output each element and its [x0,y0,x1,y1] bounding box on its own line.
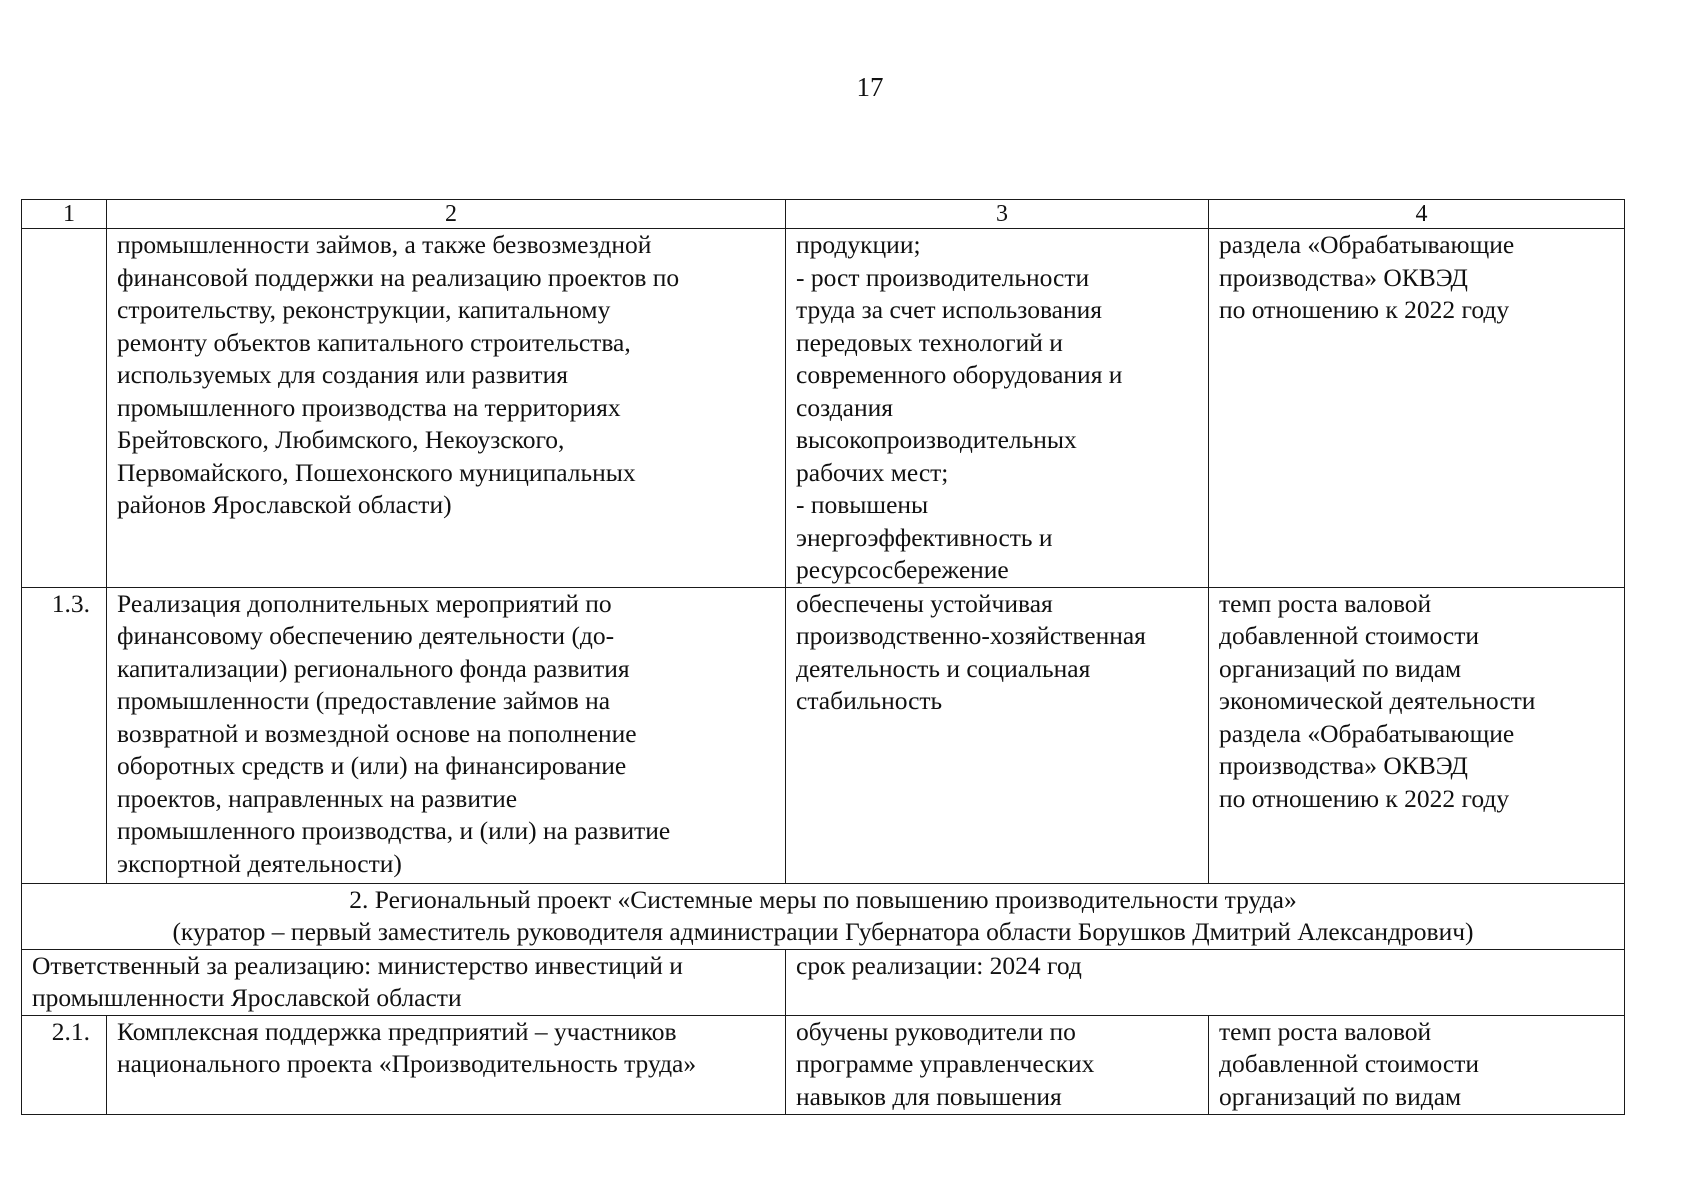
measure-description-cell [107,587,786,883]
expected-result-cell [786,587,1209,883]
text-line: капитализации) регионального фонда развития [117,653,630,683]
text-line: энергоэффективность и [796,522,1053,552]
text-line: финансовой поддержки на реализацию проектов по [117,262,680,292]
indicator-cell [1209,1015,1625,1114]
text-line: промышленного производства на территориях [117,392,621,422]
text-line: национального проекта «Производительность труда» [117,1049,697,1078]
term-text: срок реализации: 2024 год [796,950,1082,980]
text-line: промышленности (предоставление займов на [117,686,611,715]
table-row-2-1 [22,1015,1625,1114]
responsible-cell [22,949,786,1015]
text-line: раздела «Обрабатывающие [1219,718,1515,748]
text-line: стабильность [796,686,943,715]
page-number: 17 [856,72,884,102]
row-number-cell: 1.3. [22,587,107,883]
text-line: районов Ярославской области) [117,490,452,519]
section-title: 2. Региональный проект «Системные меры по повышению производительности труда» [349,884,1297,914]
header-col-3: 3 [786,200,1209,229]
text-line: проектов, направленных на развитие [117,783,518,813]
text-line: Брейтовского, Любимского, Некоузского, [117,425,565,454]
text-line: рабочих мест; [796,457,949,487]
text-line: создания [796,392,893,422]
text-line: ремонту объектов капитального строительства, [117,327,631,357]
text-line: Первомайского, Пошехонского муниципальных [117,457,636,487]
text-line: темп роста валовой [1219,1016,1432,1046]
row-number-cell [22,229,107,588]
text-line: труда за счет использования [796,295,1103,324]
term-cell [786,949,1625,1015]
header-col-1: 1 [22,200,107,229]
table-header-row [22,200,1625,229]
text-line: оборотных средств и (или) на финансирование [117,751,627,780]
text-line: добавленной стоимости [1219,1049,1479,1078]
text-line: - рост производительности [796,262,1090,292]
text-line: продукции; [796,230,921,259]
indicator-cell [1209,587,1625,883]
responsible-line: промышленности Ярославской области [32,983,462,1012]
table-row-1-3 [22,587,1625,883]
text-line: обеспечены устойчивая [796,588,1053,618]
text-line: организаций по видам [1219,653,1462,683]
text-line: по отношению к 2022 году [1219,295,1510,324]
measure-description-cell [107,1015,786,1114]
header-col-2: 2 [107,200,786,229]
text-line: организаций по видам [1219,1081,1462,1111]
section-title-cell [22,883,1625,949]
text-line: ресурсосбережение [796,555,1009,584]
text-line: экспортной деятельности) [117,848,402,878]
measure-description-cell [107,229,786,588]
text-line: экономической деятельности [1219,686,1536,715]
text-line: возвратной и возмездной основе на пополнение [117,718,637,748]
text-line: производства» ОКВЭД [1219,262,1468,292]
responsible-line: Ответственный за реализацию: министерство инвестиций и [32,950,683,980]
text-line: Реализация дополнительных мероприятий по [117,588,612,618]
text-line: - повышены [796,490,929,519]
measures-table [21,199,1625,1115]
text-line: обучены руководители по [796,1016,1076,1046]
row-number-cell: 2.1. [22,1015,107,1114]
section-header-row [22,883,1625,949]
text-line: деятельность и социальная [796,653,1091,683]
text-line: финансовому обеспечению деятельности (до- [117,621,615,650]
table-row-continuation [22,229,1625,588]
text-line: используемых для создания или развития [117,360,568,389]
text-line: промышленности займов, а также безвозмездной [117,230,652,259]
text-line: промышленного производства, и (или) на развитие [117,816,671,845]
text-line: раздела «Обрабатывающие [1219,230,1515,259]
text-line: производственно-хозяйственная [796,621,1146,650]
text-line: производства» ОКВЭД [1219,751,1468,780]
text-line: передовых технологий и [796,327,1063,357]
text-line: Комплексная поддержка предприятий – участников [117,1016,677,1046]
text-line: высокопроизводительных [796,425,1077,454]
responsible-row [22,949,1625,1015]
text-line: современного оборудования и [796,360,1123,389]
header-col-4: 4 [1209,200,1625,229]
text-line: навыков для повышения [796,1081,1062,1111]
expected-result-cell [786,229,1209,588]
indicator-cell [1209,229,1625,588]
text-line: темп роста валовой [1219,588,1432,618]
section-curator: (куратор – первый заместитель руководителя администрации Губернатора области Борушков Дмитрий Александрович) [172,917,1474,946]
text-line: добавленной стоимости [1219,621,1479,650]
expected-result-cell [786,1015,1209,1114]
text-line: по отношению к 2022 году [1219,783,1510,813]
text-line: программе управленческих [796,1049,1095,1078]
text-line: строительству, реконструкции, капитальному [117,295,611,324]
